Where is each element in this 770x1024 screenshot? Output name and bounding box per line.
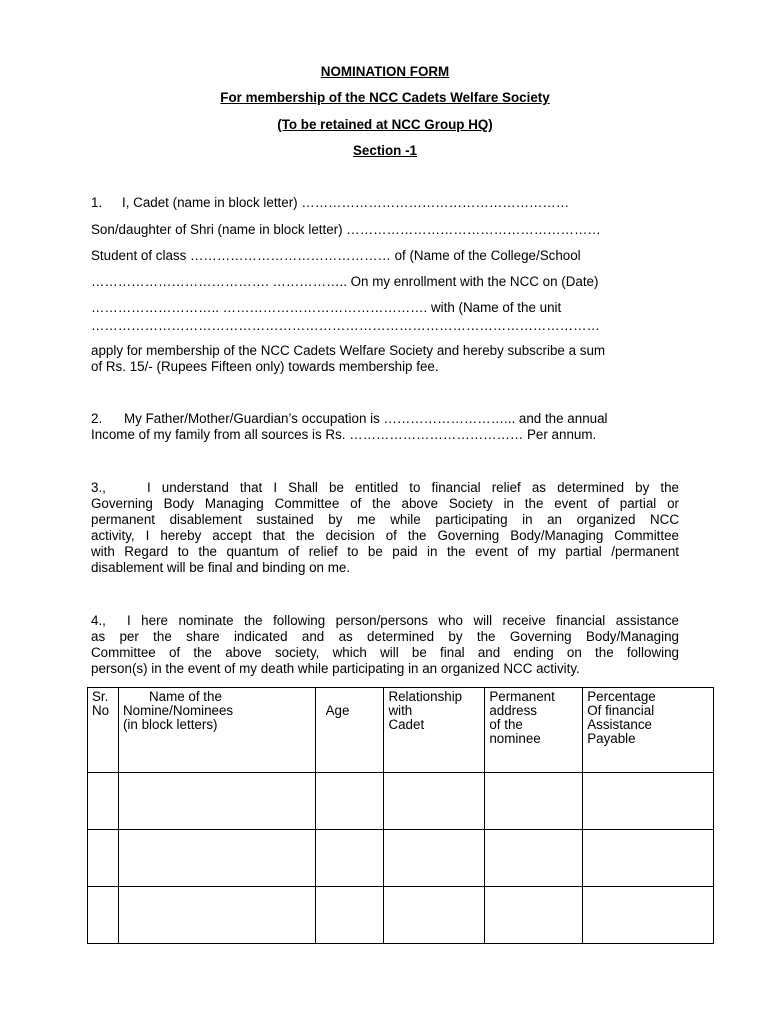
table-cell[interactable] xyxy=(384,887,485,944)
header-address: Permanent address of the nominee xyxy=(485,688,583,773)
para2-line-2: Income of my family from all sources is Rs. ………………………………… Per annum. xyxy=(91,427,597,442)
header-nominee-name: Name of the Nomine/Nominees (in block letters) xyxy=(118,688,315,773)
table-cell[interactable] xyxy=(118,887,315,944)
para4-line-2: as per the share indicated and as determined by the Governing Body/Managing xyxy=(91,629,679,644)
para3-line-2: Governing Body Managing Committee of the above Society in the event of partial or xyxy=(91,496,679,511)
para1-line-2: Son/daughter of Shri (name in block letter) ………………………………………………… xyxy=(91,222,601,237)
table-row xyxy=(88,773,714,830)
header-percentage: Percentage Of financial Assistance Payable xyxy=(583,688,714,773)
para4-line-3: Committee of the above society, which will be final and ending on the following xyxy=(91,645,679,660)
para1-number: 1. xyxy=(91,195,103,210)
form-subtitle: For membership of the NCC Cadets Welfare Society xyxy=(220,90,550,105)
para3-line-6: disablement will be final and binding on me. xyxy=(91,560,351,575)
para3-line-1: I understand that I Shall be entitled to financial relief as determined by the xyxy=(147,480,679,495)
section-heading: Section -1 xyxy=(353,143,417,158)
table-cell[interactable] xyxy=(583,887,714,944)
para1-line-8: of Rs. 15/- (Rupees Fifteen only) towards membership fee. xyxy=(91,359,439,374)
table-cell[interactable] xyxy=(315,887,384,944)
para2-number: 2. xyxy=(91,411,103,426)
para1-line-7: apply for membership of the NCC Cadets Welfare Society and hereby subscribe a sum xyxy=(91,343,606,358)
header-sr-no: Sr. No xyxy=(88,688,119,773)
para3-line-4: activity, I hereby accept that the decision of the Governing Body/Managing Committee xyxy=(91,528,679,543)
para1-line-6: …………………………………………………………………………………………………… xyxy=(91,318,600,333)
table-cell[interactable] xyxy=(118,773,315,830)
retention-note: (To be retained at NCC Group HQ) xyxy=(277,117,493,132)
para4-number: 4., xyxy=(91,613,106,628)
table-header-row xyxy=(88,688,714,773)
table-cell[interactable] xyxy=(485,830,583,887)
table-cell[interactable] xyxy=(384,830,485,887)
table-cell[interactable] xyxy=(583,830,714,887)
para1-line-1: I, Cadet (name in block letter) …………………………………………………… xyxy=(122,195,570,210)
para1-line-5: ……………………….. ………………………………………. with (Name of the unit xyxy=(91,300,562,315)
para3-line-3: permanent disablement sustained by me while participating in an organized NCC xyxy=(91,512,679,527)
para3-line-5: with Regard to the quantum of relief to be paid in the event of my partial /permanent xyxy=(91,544,679,559)
header-age: Age xyxy=(315,688,384,773)
table-cell[interactable] xyxy=(485,887,583,944)
table-row xyxy=(88,887,714,944)
para4-line-4: person(s) in the event of my death while participating in an organized NCC activity. xyxy=(91,661,580,676)
table-cell[interactable] xyxy=(384,773,485,830)
table-cell[interactable] xyxy=(88,830,119,887)
para3-number: 3., xyxy=(91,480,106,495)
para4-line-1: I here nominate the following person/persons who will receive financial assistance xyxy=(127,613,679,628)
table-cell[interactable] xyxy=(118,830,315,887)
table-cell[interactable] xyxy=(485,773,583,830)
table-cell[interactable] xyxy=(88,773,119,830)
nominee-table xyxy=(87,687,714,944)
table-row xyxy=(88,830,714,887)
table-cell[interactable] xyxy=(315,830,384,887)
para1-line-4: …………………………………. …………….. On my enrollment with the NCC on (Date) xyxy=(91,274,599,289)
form-title: NOMINATION FORM xyxy=(320,64,450,79)
table-cell[interactable] xyxy=(88,887,119,944)
table-cell[interactable] xyxy=(583,773,714,830)
para1-line-3: Student of class ……………………………………… of (Name of the College/School xyxy=(91,248,581,263)
table-cell[interactable] xyxy=(315,773,384,830)
para2-line-1: My Father/Mother/Guardian’s occupation is ………………………... and the annual xyxy=(124,411,608,426)
header-relationship: Relationship with Cadet xyxy=(384,688,485,773)
